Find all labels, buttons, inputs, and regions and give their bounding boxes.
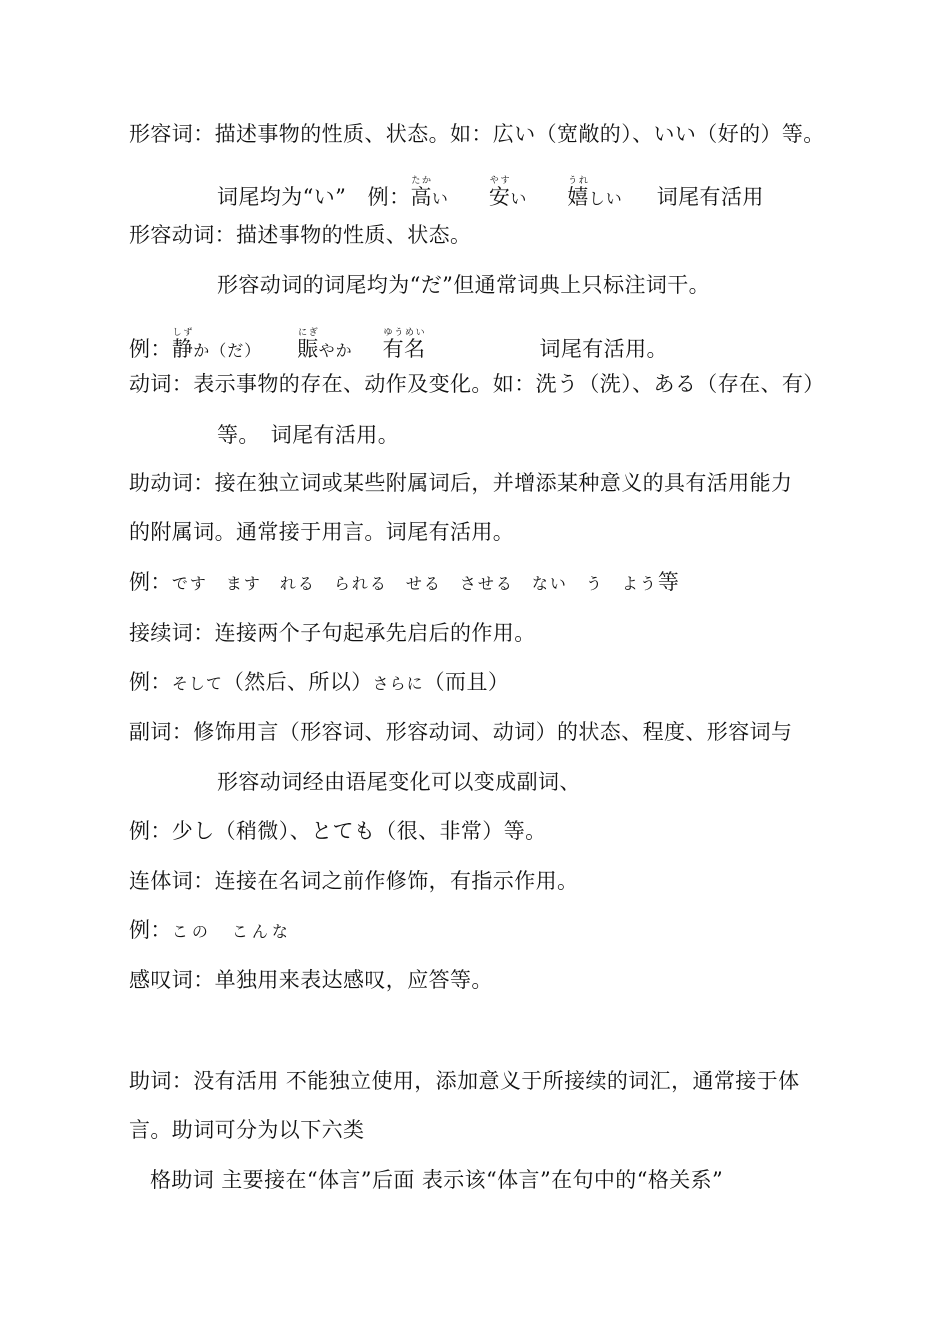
- conjunction-example-sarani: さらに: [372, 674, 424, 693]
- example-word-ureshii: 嬉うれ: [567, 176, 589, 209]
- verb-definition: 动词：表示事物的存在、动作及变化。如：洗う（洗）、ある（存在、有）: [129, 372, 825, 396]
- aux-verb-definition: 助动词：接在独立词或某些附属词后，并增添某种意义的具有活用能力: [129, 471, 793, 495]
- example-word-yuumei: 有名ゆうめい: [382, 328, 426, 361]
- conjunction-example-sarani-meaning: （而且）: [423, 670, 510, 694]
- adverb-examples: 例：少し（稍微）、とても（很、非常）等。: [129, 819, 547, 843]
- prenominal-example-words: この こんな: [171, 922, 292, 941]
- example-word-shizuka-tail: か（だ）: [193, 341, 262, 360]
- adjectival-noun-definition: 形容动词：描述事物的性质、状态。: [129, 223, 472, 247]
- interjection-definition: 感叹词：单独用来表达感叹，应答等。: [129, 968, 493, 992]
- aux-verb-examples-prefix: 例：: [129, 570, 172, 594]
- aux-verb-example-words: です ます れる られる せる させる ない う よう: [171, 574, 658, 593]
- case-particle-definition: 格助词 主要接在“体言”后面 表示该“体言”在句中的“格关系”: [150, 1168, 724, 1192]
- adjectival-noun-examples-prefix: 例：: [129, 337, 172, 361]
- verb-definition-cont: 等。 词尾有活用。: [217, 423, 400, 447]
- conjunction-examples: [129, 668, 509, 698]
- conjunction-example-soshite: そして: [171, 674, 223, 693]
- adjective-definition: 形容词：描述事物的性质、状态。如：広い（宽敞的）、いい（好的）等。: [129, 122, 825, 146]
- example-word-nigiyaka: 賑にぎ: [297, 328, 319, 361]
- conjunction-examples-prefix: 例：: [129, 670, 172, 694]
- prenominal-examples: [129, 916, 292, 946]
- prenominal-definition: 连体词：连接在名词之前作修饰，有指示作用。: [129, 869, 579, 893]
- prenominal-examples-prefix: 例：: [129, 918, 172, 942]
- aux-verb-examples-suffix: 等: [657, 570, 680, 594]
- aux-verb-definition-cont: 的附属词。通常接于用言。词尾有活用。: [129, 520, 515, 544]
- adverb-definition: 副词：修饰用言（形容词、形容动词、动词）的状态、程度、形容词与: [129, 720, 793, 744]
- adverb-definition-cont: 形容动词经由语尾变化可以变成副词、: [217, 770, 581, 794]
- example-word-shizuka: 静しず: [171, 328, 194, 361]
- conjunction-example-soshite-meaning: （然后、所以）: [222, 670, 373, 694]
- adjective-examples-prefix: 词尾均为“い” 例：: [217, 185, 411, 209]
- adjective-examples-suffix: 词尾有活用: [656, 185, 764, 209]
- example-word-yasu-tail: い: [510, 189, 528, 208]
- example-word-nigiyaka-tail: やか: [318, 341, 353, 360]
- example-word-ureshii-tail: しい: [588, 189, 623, 208]
- adjectival-noun-note: 形容动词的词尾均为“だ”但通常词典上只标注词干。: [217, 273, 711, 297]
- example-word-yasu: 安やす: [488, 176, 511, 209]
- particle-definition-cont: 言。助词可分为以下六类: [129, 1118, 365, 1142]
- adjectival-noun-examples-suffix: 词尾有活用。: [539, 337, 668, 361]
- example-word-taka-tail: い: [431, 189, 449, 208]
- aux-verb-examples: [129, 568, 679, 598]
- adjective-examples: [217, 176, 764, 213]
- particle-definition: 助词：没有活用 不能独立使用，添加意义于所接续的词汇，通常接于体: [129, 1069, 800, 1093]
- example-word-taka: 高たか: [410, 176, 432, 209]
- adjectival-noun-examples: [129, 328, 668, 365]
- conjunction-definition: 接续词：连接两个子句起承先启后的作用。: [129, 621, 536, 645]
